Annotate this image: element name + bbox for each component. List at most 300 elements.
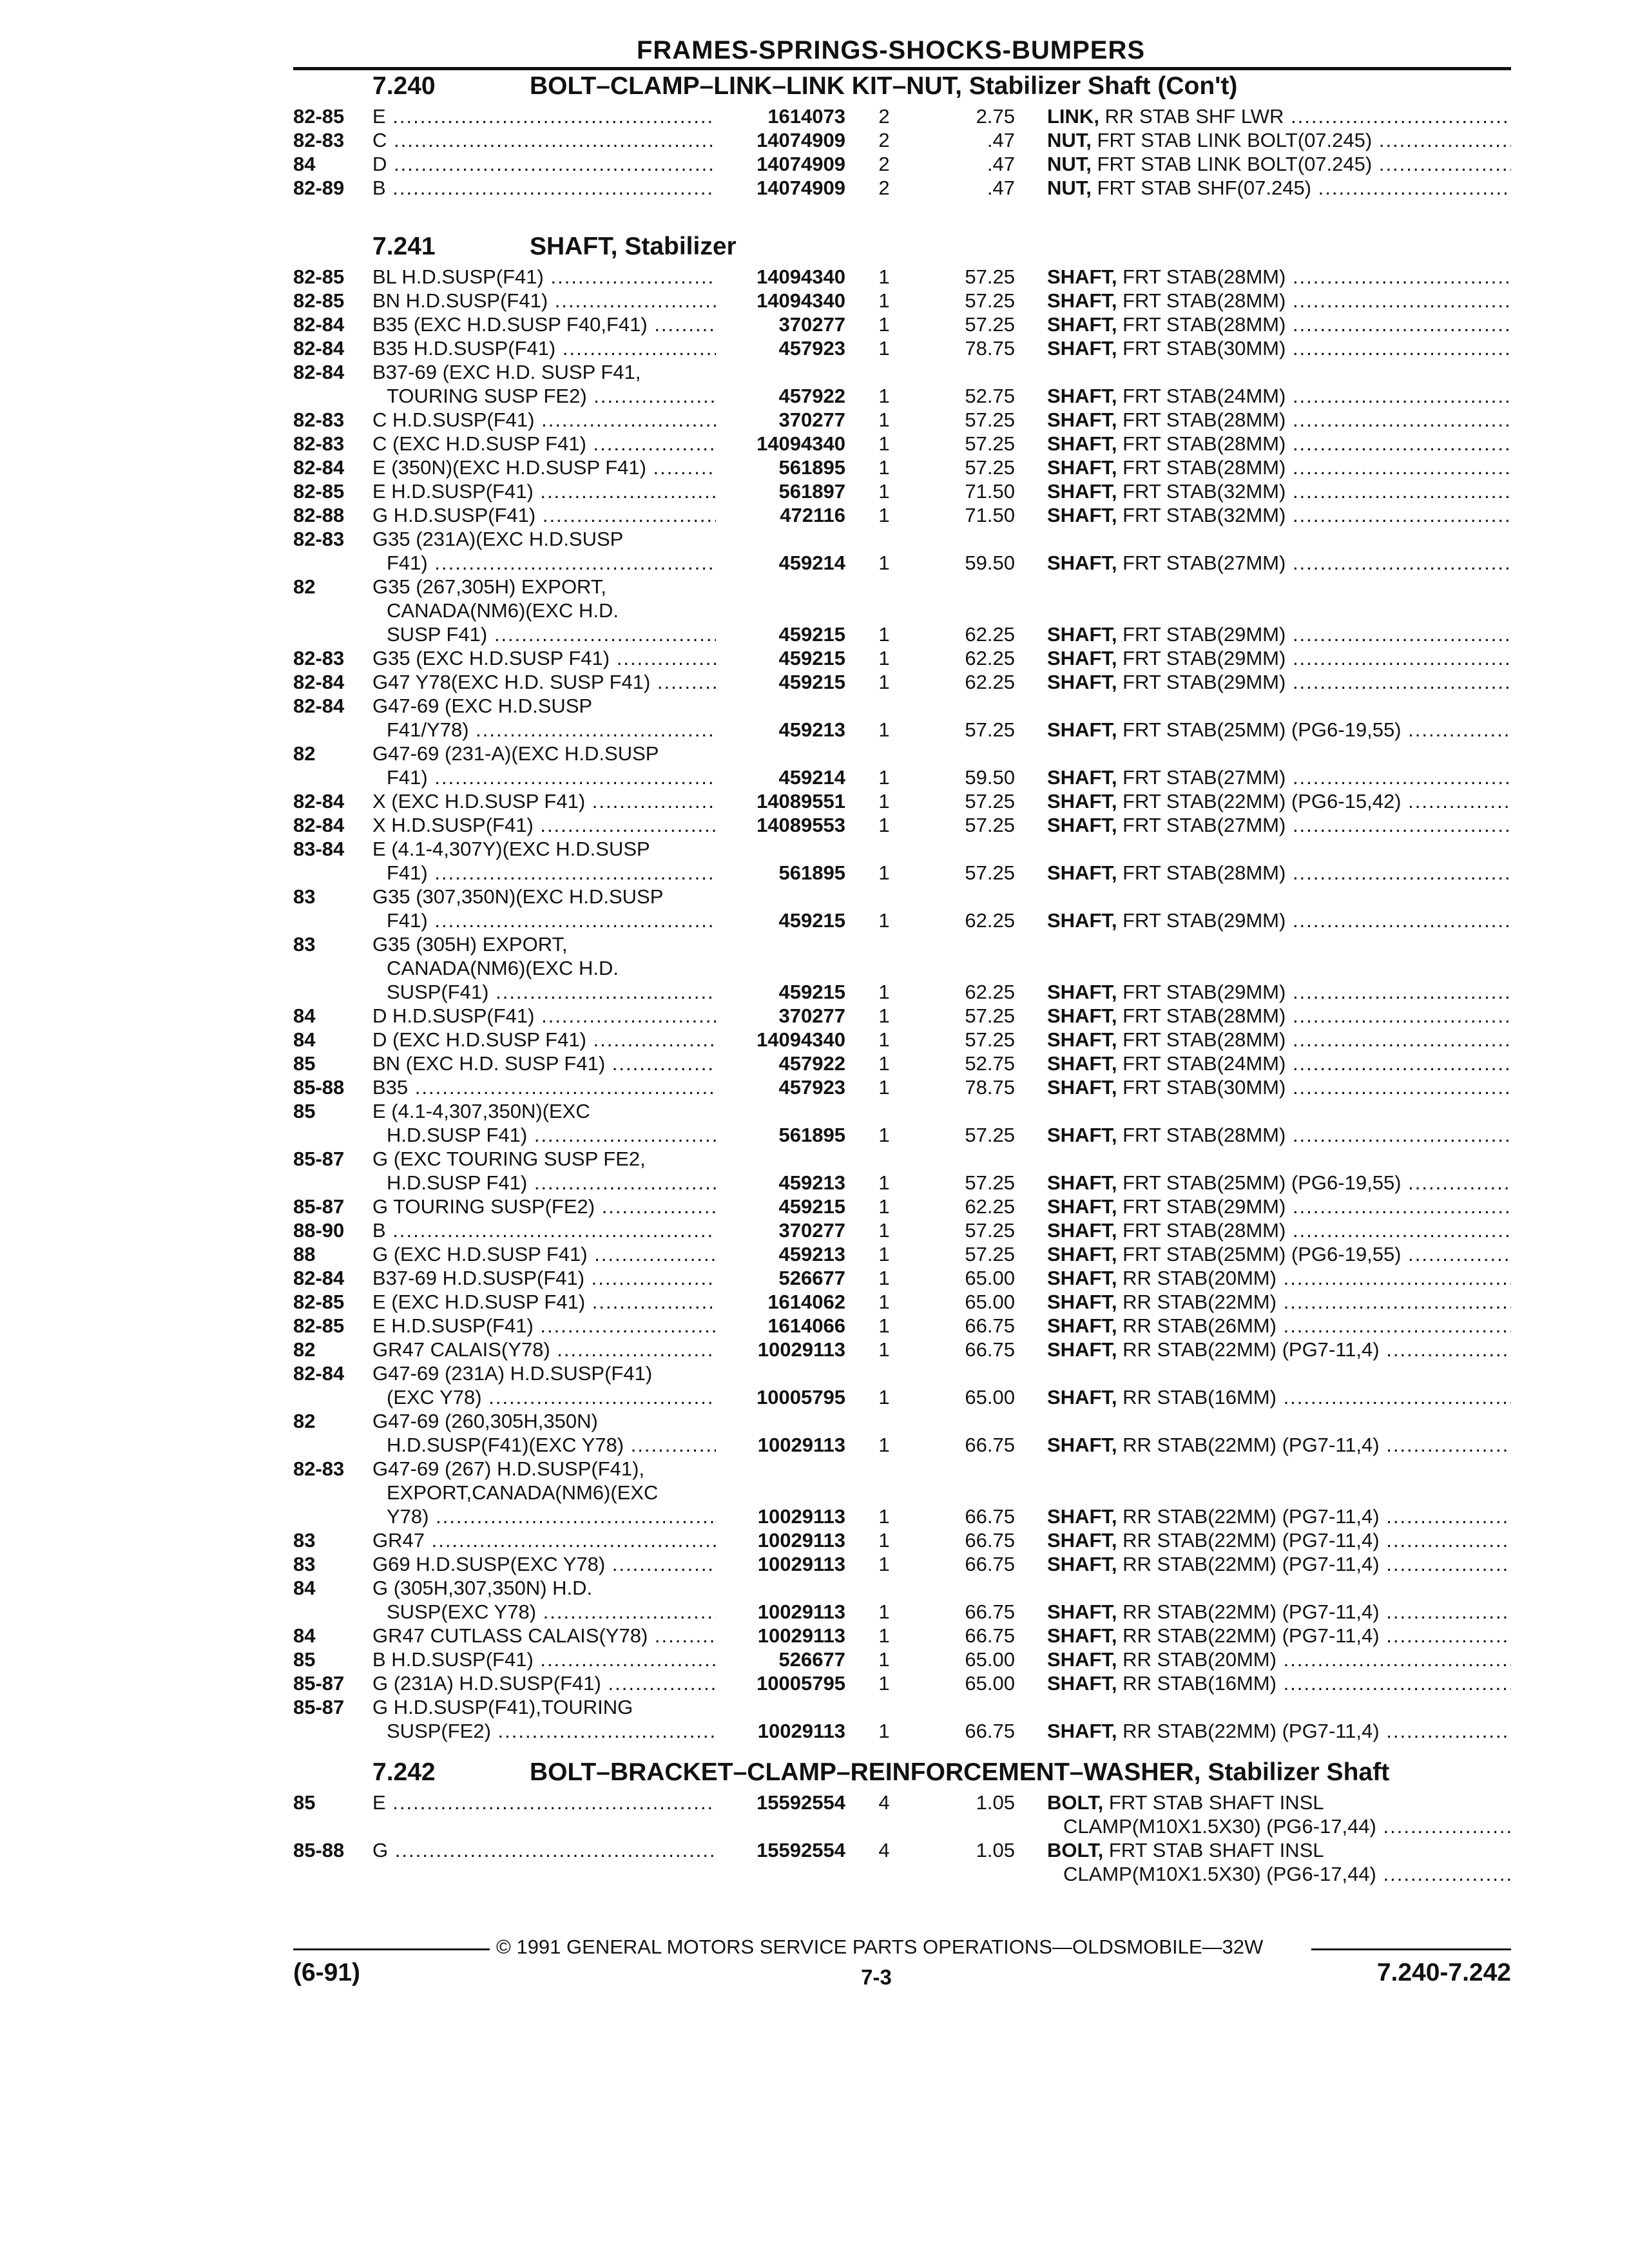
part-name [1047, 456, 1511, 479]
price: 71.50 [965, 504, 1015, 526]
part-name [1047, 1385, 1511, 1409]
table-row-continuation [0, 742, 1629, 765]
part-detail: FRT STAB(24MM) [1123, 1052, 1286, 1075]
price: 57.25 [965, 861, 1015, 884]
part-name [1047, 980, 1511, 1004]
part-name [1047, 265, 1511, 289]
description: SUSP(FE2) ..... [387, 1719, 716, 1743]
price: 57.25 [965, 313, 1015, 336]
model-years: 84 [293, 1004, 316, 1027]
description: D ..... [372, 152, 716, 176]
description: G TOURING SUSP(FE2) ..... [372, 1195, 716, 1218]
part-noun: SHAFT, [1047, 1267, 1117, 1289]
footer-rule-right [1311, 1948, 1511, 1950]
table-row [0, 1648, 1629, 1671]
model-years: 85-87 [293, 1195, 345, 1218]
part-detail: FRT STAB(24MM) [1123, 385, 1286, 407]
part-number: 459214 [778, 766, 845, 789]
quantity: 1 [878, 1052, 890, 1075]
part-detail: FRT STAB(27MM) [1123, 814, 1286, 836]
model-years: 82-83 [293, 408, 345, 431]
description: H.D.SUSP F41) ..... [387, 1123, 716, 1147]
page-title: FRAMES-SPRINGS-SHOCKS-BUMPERS [636, 36, 1146, 64]
price: 57.25 [965, 1243, 1015, 1265]
table-row [0, 1004, 1629, 1028]
description: B ..... [372, 176, 716, 200]
part-number: 14074909 [757, 153, 845, 175]
part-noun: SHAFT, [1047, 1672, 1117, 1695]
table-row [0, 980, 1629, 1004]
price: 1.05 [976, 1839, 1015, 1861]
table-row [0, 1624, 1629, 1648]
part-number: 15592554 [757, 1791, 845, 1814]
description: E ..... [372, 1791, 716, 1814]
part-number: 1614062 [767, 1291, 845, 1313]
description: F41) ..... [387, 861, 716, 885]
part-detail: FRT STAB SHAFT INSL [1108, 1839, 1324, 1861]
part-number: 10029113 [757, 1434, 845, 1456]
quantity: 1 [878, 1386, 890, 1408]
table-row [0, 1266, 1629, 1290]
quantity: 1 [878, 1219, 890, 1242]
description: BN H.D.SUSP(F41) ..... [372, 289, 716, 312]
description: G35 (307,350N)(EXC H.D.SUSP [372, 885, 664, 908]
section-number: 7.241 [372, 233, 436, 260]
footer-rule-left [293, 1948, 490, 1950]
part-number: 14094340 [757, 289, 845, 312]
part-detail: FRT STAB(28MM) [1123, 861, 1286, 884]
model-years: 82-84 [293, 361, 345, 383]
part-name [1047, 503, 1511, 527]
table-row-continuation [0, 956, 1629, 980]
part-detail: RR STAB(16MM) [1123, 1386, 1277, 1408]
model-years: 82-85 [293, 1291, 345, 1313]
table-row [0, 152, 1629, 176]
part-detail: RR STAB SHF LWR [1104, 105, 1284, 128]
model-years: 88 [293, 1243, 316, 1265]
price: 66.75 [965, 1434, 1015, 1456]
table-row [0, 104, 1629, 128]
model-years: 82 [293, 575, 316, 598]
description: G (305H,307,350N) H.D. [372, 1577, 593, 1599]
description: G47-69 (231-A)(EXC H.D.SUSP [372, 742, 659, 765]
price: 1.05 [976, 1791, 1015, 1814]
part-number: 10029113 [757, 1529, 845, 1552]
table-row [0, 128, 1629, 152]
model-years: 82-84 [293, 790, 345, 812]
description: G (EXC H.D.SUSP F41) ..... [372, 1242, 716, 1266]
description: C (EXC H.D.SUSP F41) ..... [372, 432, 716, 456]
quantity: 1 [878, 1243, 890, 1265]
description: (EXC Y78) ..... [387, 1385, 716, 1409]
quantity: 1 [878, 1028, 890, 1051]
table-row-continuation [0, 694, 1629, 718]
quantity: 2 [878, 105, 890, 128]
part-detail: FRT STAB(27MM) [1123, 552, 1286, 574]
price: 65.00 [965, 1386, 1015, 1408]
part-detail: FRT STAB(29MM) [1123, 647, 1286, 669]
part-name [1047, 789, 1511, 813]
quantity: 2 [878, 153, 890, 175]
part-name [1047, 408, 1511, 432]
model-years: 82-84 [293, 671, 345, 693]
quantity: 1 [878, 456, 890, 479]
part-number: 459215 [778, 647, 845, 669]
price: 59.50 [965, 552, 1015, 574]
table-row-continuation [0, 599, 1629, 622]
description: BL H.D.SUSP(F41) ..... [372, 265, 716, 289]
quantity: 1 [878, 1648, 890, 1671]
part-detail: FRT STAB SHF(07.245) [1097, 177, 1312, 199]
model-years: 83 [293, 1529, 316, 1552]
description: E H.D.SUSP(F41) ..... [372, 1314, 716, 1338]
part-name [1047, 104, 1511, 128]
part-noun: SHAFT, [1047, 1028, 1117, 1051]
table-row [0, 908, 1629, 932]
model-years: 82-85 [293, 265, 345, 288]
price: 57.25 [965, 265, 1015, 288]
description: B37-69 H.D.SUSP(F41) ..... [372, 1266, 716, 1290]
model-years: 82-85 [293, 480, 345, 503]
part-number: 1614066 [767, 1314, 845, 1337]
part-detail: FRT STAB(28MM) [1123, 432, 1286, 455]
part-name [1047, 1052, 1511, 1075]
part-detail: FRT STAB(28MM) [1123, 1028, 1286, 1051]
table-row-continuation [0, 575, 1629, 599]
part-detail: FRT STAB(28MM) [1123, 1219, 1286, 1242]
price: 65.00 [965, 1267, 1015, 1289]
part-detail: RR STAB(22MM) (PG7-11,4) [1123, 1529, 1380, 1552]
part-name [1047, 718, 1511, 742]
part-noun: SHAFT, [1047, 647, 1117, 669]
table-row-continuation [0, 932, 1629, 956]
part-noun: SHAFT, [1047, 289, 1117, 312]
section-heading [0, 230, 1629, 265]
part-number: 14094340 [757, 432, 845, 455]
price: 65.00 [965, 1291, 1015, 1313]
price: 52.75 [965, 1052, 1015, 1075]
model-years: 82 [293, 1410, 316, 1432]
table-row [0, 384, 1629, 408]
description: BN (EXC H.D. SUSP F41) ..... [372, 1052, 716, 1075]
model-years: 84 [293, 1028, 316, 1051]
part-noun: SHAFT, [1047, 265, 1117, 288]
part-name [1047, 289, 1511, 312]
description: F41/Y78) ..... [387, 718, 716, 742]
price: 65.00 [965, 1648, 1015, 1671]
part-noun: SHAFT, [1047, 313, 1117, 336]
part-noun: SHAFT, [1047, 1195, 1117, 1218]
part-noun: SHAFT, [1047, 552, 1117, 574]
description: D (EXC H.D.SUSP F41) ..... [372, 1028, 716, 1052]
quantity: 1 [878, 1291, 890, 1313]
part-number: 459215 [778, 981, 845, 1003]
part-number: 370277 [778, 1004, 845, 1027]
table-row [0, 479, 1629, 503]
table-row [0, 1791, 1629, 1814]
price: 65.00 [965, 1672, 1015, 1695]
description: B35 (EXC H.D.SUSP F40,F41) ..... [372, 312, 716, 336]
part-detail: FRT STAB LINK BOLT(07.245) [1097, 153, 1373, 175]
table-row [0, 289, 1629, 312]
model-years: 82-83 [293, 528, 345, 550]
part-number: 370277 [778, 1219, 845, 1242]
part-number: 14074909 [757, 177, 845, 199]
quantity: 4 [878, 1839, 890, 1861]
price: 57.25 [965, 408, 1015, 431]
part-name [1047, 1004, 1511, 1028]
table-row [0, 1385, 1629, 1409]
part-noun: LINK, [1047, 105, 1099, 128]
part-detail: FRT STAB(28MM) [1123, 313, 1286, 336]
table-row-continuation [0, 1862, 1629, 1886]
part-name [1047, 1528, 1511, 1552]
table-row [0, 670, 1629, 694]
section-name: BOLT–CLAMP–LINK–LINK KIT–NUT, Stabilizer Shaft (Con't) [530, 72, 1238, 100]
part-number: 10029113 [757, 1505, 845, 1528]
model-years: 85-88 [293, 1076, 345, 1099]
description: G H.D.SUSP(F41),TOURING [372, 1696, 633, 1718]
model-years: 83-84 [293, 838, 345, 860]
part-number: 561895 [778, 456, 845, 479]
part-name [1047, 1838, 1511, 1862]
part-detail: FRT STAB(28MM) [1123, 1124, 1286, 1146]
part-noun: SHAFT, [1047, 480, 1117, 503]
table-row-continuation [0, 1814, 1629, 1838]
price: 2.75 [976, 105, 1015, 128]
quantity: 1 [878, 504, 890, 526]
part-noun: SHAFT, [1047, 1219, 1117, 1242]
model-years: 82-83 [293, 432, 345, 455]
table-row [0, 408, 1629, 432]
model-years: 83 [293, 885, 316, 908]
part-number: 459213 [778, 1171, 845, 1194]
table-row [0, 1600, 1629, 1624]
part-noun: SHAFT, [1047, 432, 1117, 455]
table-row [0, 1504, 1629, 1528]
price: 66.75 [965, 1338, 1015, 1361]
part-name [1047, 1624, 1511, 1648]
part-noun: SHAFT, [1047, 1600, 1117, 1623]
part-detail: RR STAB(22MM) (PG7-11,4) [1123, 1720, 1380, 1742]
part-detail: RR STAB(20MM) [1123, 1648, 1277, 1671]
quantity: 1 [878, 790, 890, 812]
part-noun: SHAFT, [1047, 408, 1117, 431]
part-noun: SHAFT, [1047, 766, 1117, 789]
section-heading [0, 70, 1629, 104]
table-row-continuation [0, 1695, 1629, 1719]
description: SUSP F41) ..... [387, 622, 716, 646]
part-number: 472116 [780, 504, 845, 526]
description: G35 (231A)(EXC H.D.SUSP [372, 528, 624, 550]
copyright-notice: © 1991 GENERAL MOTORS SERVICE PARTS OPERATIONS—OLDSMOBILE—32W [496, 1936, 1264, 1958]
price: 62.25 [965, 1195, 1015, 1218]
price: 57.25 [965, 790, 1015, 812]
model-years: 82-83 [293, 647, 345, 669]
part-noun: SHAFT, [1047, 1291, 1117, 1313]
price: 62.25 [965, 981, 1015, 1003]
part-detail: FRT STAB(29MM) [1123, 623, 1286, 646]
part-number: 457922 [778, 385, 845, 407]
model-years: 84 [293, 1624, 316, 1647]
part-noun: SHAFT, [1047, 1553, 1117, 1575]
table-row [0, 456, 1629, 479]
table-row [0, 1052, 1629, 1075]
table-row [0, 1218, 1629, 1242]
part-name [1047, 1433, 1511, 1457]
price: 62.25 [965, 623, 1015, 646]
price: 78.75 [965, 337, 1015, 360]
table-row [0, 265, 1629, 289]
part-name [1047, 861, 1511, 885]
price: .47 [987, 177, 1015, 199]
part-detail: RR STAB(22MM) (PG7-11,4) [1123, 1505, 1380, 1528]
quantity: 1 [878, 480, 890, 503]
table-row [0, 1123, 1629, 1147]
table-row [0, 1528, 1629, 1552]
table-row [0, 622, 1629, 646]
part-detail: FRT STAB(30MM) [1123, 337, 1286, 360]
price: 57.25 [965, 1004, 1015, 1027]
description: E (4.1-4,307Y)(EXC H.D.SUSP [372, 838, 650, 860]
price: 66.75 [965, 1314, 1015, 1337]
table-row [0, 1075, 1629, 1099]
part-number: 10005795 [757, 1386, 845, 1408]
part-detail: FRT STAB(29MM) [1123, 1195, 1286, 1218]
quantity: 2 [878, 129, 890, 151]
table-row [0, 1719, 1629, 1743]
part-noun: SHAFT, [1047, 1338, 1117, 1361]
table-row-continuation [0, 360, 1629, 384]
part-name [1047, 128, 1511, 152]
description: G47-69 (EXC H.D.SUSP [372, 695, 593, 717]
part-name [1047, 1028, 1511, 1052]
part-detail: FRT STAB(25MM) (PG6-19,55) [1123, 718, 1402, 741]
table-row [0, 1171, 1629, 1195]
quantity: 1 [878, 432, 890, 455]
model-years: 83 [293, 1553, 316, 1575]
part-number: 14094340 [757, 265, 845, 288]
model-years: 85-87 [293, 1672, 345, 1695]
table-row-continuation [0, 1576, 1629, 1600]
description: B ..... [372, 1218, 716, 1242]
part-noun: SHAFT, [1047, 337, 1117, 360]
description: G H.D.SUSP(F41) ..... [372, 503, 716, 527]
section-number: 7.242 [372, 1758, 436, 1786]
model-years: 85-88 [293, 1839, 345, 1861]
part-noun: SHAFT, [1047, 1076, 1117, 1099]
part-detail: RR STAB(22MM) (PG7-11,4) [1123, 1624, 1380, 1647]
part-name [1047, 1195, 1511, 1218]
description: G35 (267,305H) EXPORT, [372, 575, 606, 598]
date-code: (6-91) [293, 1959, 361, 1986]
model-years: 85-87 [293, 1696, 345, 1718]
quantity: 1 [878, 766, 890, 789]
part-detail: FRT STAB(25MM) (PG6-19,55) [1123, 1171, 1402, 1194]
part-noun: NUT, [1047, 129, 1092, 151]
part-number: 459215 [778, 623, 845, 646]
part-noun: SHAFT, [1047, 981, 1117, 1003]
description: GR47 CALAIS(Y78) ..... [372, 1338, 716, 1361]
table-row-continuation [0, 837, 1629, 861]
quantity: 1 [878, 1171, 890, 1194]
model-years: 82-83 [293, 129, 345, 151]
model-years: 82-84 [293, 1267, 345, 1289]
table-row [0, 1314, 1629, 1338]
part-noun: SHAFT, [1047, 1434, 1117, 1456]
part-detail: RR STAB(22MM) (PG7-11,4) [1123, 1553, 1380, 1575]
description: GR47 ..... [372, 1528, 716, 1552]
description: C ..... [372, 128, 716, 152]
part-noun: SHAFT, [1047, 1314, 1117, 1337]
part-detail: FRT STAB(28MM) [1123, 1004, 1286, 1027]
model-years: 82-85 [293, 105, 345, 128]
price: 57.25 [965, 718, 1015, 741]
description: E (4.1-4,307,350N)(EXC [372, 1100, 590, 1122]
part-detail: RR STAB(26MM) [1123, 1314, 1277, 1337]
table-row [0, 1552, 1629, 1576]
quantity: 1 [878, 1076, 890, 1099]
price: 57.25 [965, 1219, 1015, 1242]
description: E ..... [372, 104, 716, 128]
part-detail: FRT STAB(28MM) [1123, 265, 1286, 288]
quantity: 1 [878, 1624, 890, 1647]
description: G47-69 (231A) H.D.SUSP(F41) [372, 1362, 653, 1385]
part-name [1047, 1671, 1511, 1695]
part-name [1047, 1314, 1511, 1338]
part-detail: FRT STAB(27MM) [1123, 766, 1286, 789]
part-number: 561895 [778, 861, 845, 884]
part-noun: SHAFT, [1047, 671, 1117, 693]
part-number: 1614073 [767, 105, 845, 128]
part-name [1047, 336, 1511, 360]
table-row-continuation [0, 527, 1629, 551]
quantity: 2 [878, 177, 890, 199]
part-number: 370277 [778, 313, 845, 336]
table-row [0, 718, 1629, 742]
quantity: 1 [878, 552, 890, 574]
part-noun: SHAFT, [1047, 1505, 1117, 1528]
part-number: 526677 [778, 1648, 845, 1671]
part-name [1047, 1719, 1511, 1743]
description: X (EXC H.D.SUSP F41) ..... [372, 789, 716, 813]
part-number: 526677 [778, 1267, 845, 1289]
quantity: 1 [878, 1314, 890, 1337]
description: GR47 CUTLASS CALAIS(Y78) ..... [372, 1624, 716, 1648]
price: 66.75 [965, 1600, 1015, 1623]
part-name [1047, 479, 1511, 503]
part-detail: FRT STAB(32MM) [1123, 480, 1286, 503]
part-number: 459214 [778, 552, 845, 574]
description: B35 ..... [372, 1075, 716, 1099]
part-noun: SHAFT, [1047, 1624, 1117, 1647]
part-noun: SHAFT, [1047, 1171, 1117, 1194]
quantity: 1 [878, 909, 890, 932]
description: EXPORT,CANADA(NM6)(EXC [387, 1481, 659, 1504]
part-name [1047, 765, 1511, 789]
part-number: 10029113 [757, 1338, 845, 1361]
quantity: 1 [878, 408, 890, 431]
part-noun: SHAFT, [1047, 623, 1117, 646]
table-row [0, 765, 1629, 789]
part-number: 459215 [778, 671, 845, 693]
price: .47 [987, 129, 1015, 151]
part-noun: BOLT, [1047, 1791, 1104, 1814]
part-noun: SHAFT, [1047, 909, 1117, 932]
price: 57.25 [965, 1028, 1015, 1051]
part-detail: FRT STAB(29MM) [1123, 909, 1286, 932]
section-name: BOLT–BRACKET–CLAMP–REINFORCEMENT–WASHER, Stabilizer Shaft [530, 1758, 1390, 1786]
